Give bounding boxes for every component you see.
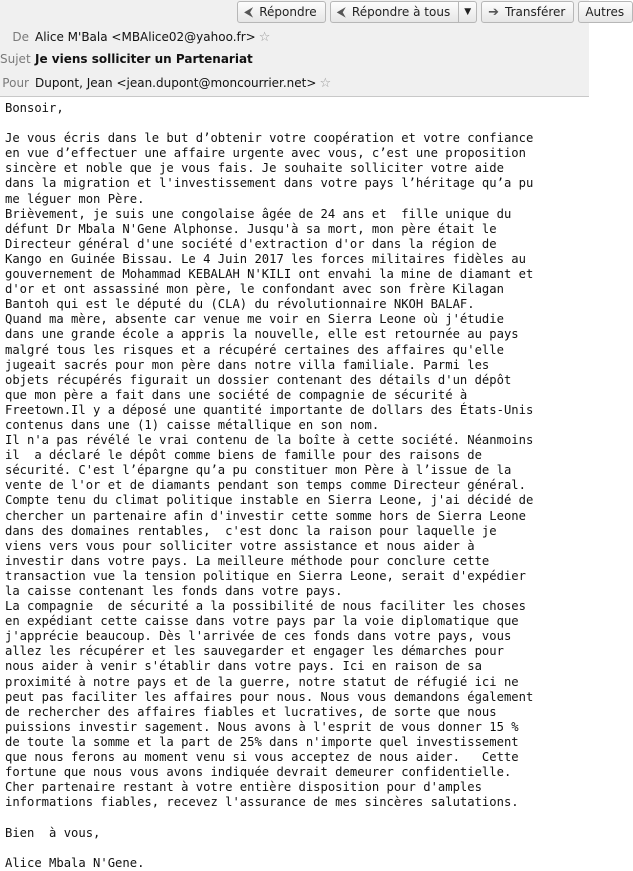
subject-value: Je viens solliciter un Partenariat bbox=[35, 52, 253, 66]
star-icon[interactable]: ☆ bbox=[319, 75, 332, 91]
from-row bbox=[0, 26, 589, 48]
forward-button[interactable] bbox=[481, 1, 574, 23]
to-label: Pour bbox=[2, 76, 29, 90]
from-label: De bbox=[12, 30, 29, 44]
subject-label: Sujet bbox=[0, 52, 31, 66]
reply-label: Répondre bbox=[259, 5, 317, 19]
reply-all-arrows-icon: ⮜ bbox=[336, 4, 346, 20]
message-toolbar bbox=[237, 0, 633, 24]
reply-all-button[interactable] bbox=[330, 1, 460, 23]
star-icon[interactable]: ☆ bbox=[258, 29, 271, 45]
message-header-pane bbox=[0, 0, 625, 97]
forward-label: Transférer bbox=[505, 5, 566, 19]
message-body: Bonsoir, Je vous écris dans le but d’obtenir votre coopération et votre confiance en vue d’effectuer une affaire urgente avec vous, c’est une proposition sincère et noble que je vous fais. Je souhaite solliciter votre aide dans la migration et l'investissement dans votre pays l’héritage qu’a pu me léguer mon Père. Brièvement, je suis une congolaise âgée de 24 ans et fille unique du défunt Dr Mbala N'Gene Alphonse. Jusqu'à sa mort, mon père était le Directeur général d'une société d'extraction d'or dans la région de Kango en Guinée Bissau. Le 4 Juin 2017 les forces militaires fidèles au gouvernement de Mohammad KEBALAH N'KILI ont envahi la mine de diamant et d'or et ont assassiné mon père, le confondant avec son frère Kilagan Bantoh qui est le député du (CLA) du révolutionnaire NKOH BALAF. Quand ma mère, absente car venue me voir en Sierra Leone où j'étudie dans une grande école a appris la nouvelle, elle est retournée au pays malgré tous les risques et a récupéré certaines des affaires qu'elle jugeait sacrés pour mon père dans notre villa familiale. Parmi les objets récupérés figurait un dossier contenant des détails d'un dépôt que mon père a fait dans une société de compagnie de sécurité à Freetown.Il y a déposé une quantité importante de dollars des États-Unis contenus dans une (1) caisse métallique en son nom. Il n'a pas révélé le vrai contenu de la boîte à cette société. Néanmoins il a déclaré le dépôt comme biens de famille pour des raisons de sécurité. C'est l’épargne qu’a pu constituer mon Père à l’issue de la vente de l'or et de diamants pendant son temps comme Directeur général. Compte tenu du climat politique instable en Sierra Leone, j'ai décidé de chercher un partenaire afin d'investir cette somme hors de Sierra Leone dans des domaines rentables, c'est donc la raison pour laquelle je viens vers vous pour solliciter votre assistance et nous aider à investir dans votre pays. La meilleure méthode pour conclure cette transaction vue la tension politique en Sierra Leone, serait d'expédier la caisse contenant les fonds dans votre pays. La compagnie de sécurité a la possibilité de nous faciliter les choses en expédiant cette caisse dans votre pays par la voie diplomatique que j'apprécie beaucoup. Dès l'arrivée de ces fonds dans votre pays, vous allez les récupérer et les sauvegarder et engager les démarches pour nous aider à venir s'établir dans votre pays. Ici en raison de sa proximité à notre pays et de la guerre, notre statut de réfugié ici ne peut pas faciliter les affaires pour nous. Nous vous demandons également de rechercher des affaires fiables et lucratives, de sorte que nous puissions investir sagement. Nous avons à l'esprit de vous donner 15 % de toute la somme et la part de 25% dans n'importe quel investissement que nous ferons au moment venu si vous acceptez de nous aider. Cette fortune que nous vous avons indiquée devrait demeurer confidentielle. Cher partenaire restant à votre entière disposition pour d'amples informations fiables, recevez l'assurance de mes sincères salutations. Bien à vous, Alice Mbala N'Gene. bbox=[5, 101, 534, 870]
chevron-down-icon: ▼ bbox=[464, 7, 472, 17]
from-value[interactable]: Alice M'Bala <MBAlice02@yahoo.fr> bbox=[35, 30, 256, 44]
reply-all-split-button bbox=[330, 1, 477, 23]
forward-arrow-icon: ➔ bbox=[488, 4, 500, 20]
to-value[interactable]: Dupont, Jean <jean.dupont@moncourrier.net> bbox=[35, 76, 317, 90]
reply-arrow-icon: ⮜ bbox=[244, 4, 254, 20]
to-row bbox=[0, 72, 589, 94]
reply-all-label: Répondre à tous bbox=[351, 5, 451, 19]
other-actions-button[interactable] bbox=[578, 1, 633, 23]
reply-button[interactable] bbox=[237, 1, 326, 23]
other-actions-label: Autres bbox=[585, 5, 625, 19]
subject-row bbox=[0, 48, 589, 70]
reply-all-dropdown-button[interactable] bbox=[459, 1, 477, 23]
